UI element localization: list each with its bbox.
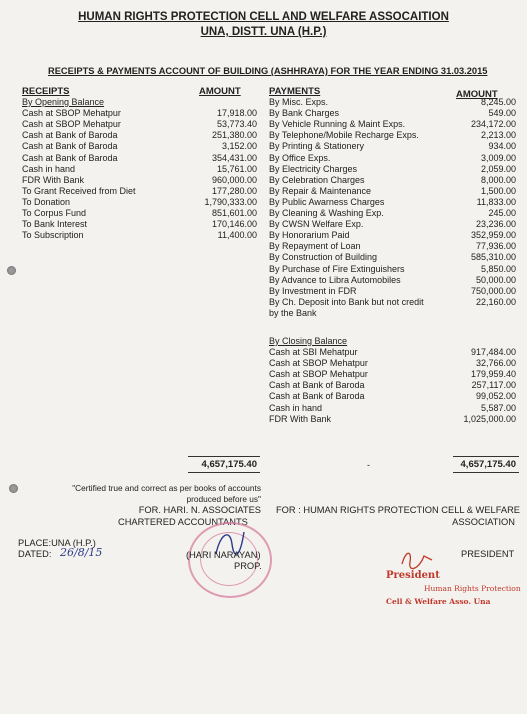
date-handwriting: 26/8/15	[60, 546, 103, 559]
president-label: PRESIDENT	[461, 549, 515, 559]
payment-label: By CWSN Welfare Exp.	[269, 219, 364, 230]
payment-amount: 245.00	[488, 208, 516, 218]
firm-designation: CHARTERED ACCOUNTANTS	[118, 517, 248, 527]
payment-amount: 8,245.00	[480, 97, 516, 107]
receipt-label: Cash in hand	[22, 163, 76, 174]
payment-label: By Cleaning & Washing Exp.	[269, 208, 384, 218]
receipt-label: Cash at Bank of Baroda	[22, 141, 118, 152]
payment-label: By Office Exps.	[269, 152, 331, 163]
closing-row	[269, 391, 516, 402]
receipts-total: 4,657,175.40	[201, 459, 257, 470]
receipt-row	[22, 230, 257, 241]
certification-line-2: produced before us"	[186, 494, 261, 504]
receipt-row	[22, 219, 257, 230]
closing-label: Cash at SBOP Mehatpur	[269, 369, 368, 380]
payment-label: By Electricity Charges	[269, 163, 358, 174]
receipt-amount: 851,601.00	[211, 208, 257, 218]
closing-label: Cash in hand	[269, 402, 323, 413]
payment-label: By Bank Charges	[269, 108, 340, 119]
receipt-amount: 251,380.00	[211, 130, 257, 141]
receipt-amount: 960,000.00	[211, 174, 257, 185]
receipt-amount: 53,773.40	[216, 119, 257, 130]
payment-amount: 2,213.00	[480, 130, 516, 141]
receipt-row	[22, 164, 257, 175]
closing-row	[269, 414, 516, 425]
payment-row	[269, 297, 516, 308]
payment-amount: 50,000.00	[475, 274, 516, 285]
payment-label: By Celebration Charges	[269, 174, 365, 185]
payment-label: By Printing & Stationery	[269, 141, 365, 152]
signatory-prop: PROP.	[234, 561, 262, 571]
payment-label: By Telephone/Mobile Recharge Exps.	[269, 130, 419, 141]
org-title: HUMAN RIGHTS PROTECTION CELL AND WELFARE ASSOCAITION	[78, 11, 449, 23]
payment-row	[269, 275, 516, 286]
receipt-row	[22, 108, 257, 119]
president-stamp-cell: Cell & Welfare Asso. Una	[386, 597, 491, 606]
payment-amount: 549.00	[488, 108, 516, 119]
receipt-amount: 17,918.00	[216, 108, 257, 119]
payment-label: By Misc. Exps.	[269, 97, 329, 107]
payment-label: By Public Awarness Charges	[269, 196, 385, 207]
payment-row	[269, 130, 516, 141]
closing-row	[269, 358, 516, 369]
receipt-label: To Grant Received from Diet	[22, 185, 136, 196]
payment-row	[269, 286, 516, 297]
receipts-total-rule-top	[188, 456, 260, 457]
payment-label: By Repair & Maintenance	[269, 185, 372, 196]
closing-label: Cash at SBOP Mehatpur	[269, 358, 368, 369]
payment-amount: 22,160.00	[475, 296, 516, 307]
closing-row	[269, 369, 516, 380]
payment-amount: 8,000.00	[480, 174, 516, 185]
account-title: RECEIPTS & PAYMENTS ACCOUNT OF BUILDING (ASHHRAYA) FOR THE YEAR ENDING 31.03.2015	[48, 66, 488, 76]
payment-row	[269, 164, 516, 175]
closing-row	[269, 403, 516, 414]
hole-punch-bottom	[9, 484, 18, 493]
receipt-amount: 15,761.00	[216, 163, 257, 174]
receipt-row	[22, 175, 257, 186]
receipt-row	[22, 130, 257, 141]
dated-label: DATED:	[18, 549, 52, 559]
receipts-total-rule-bottom	[188, 472, 260, 473]
association-for-line-1: FOR : HUMAN RIGHTS PROTECTION CELL & WELFARE	[276, 505, 520, 515]
closing-label: Cash at Bank of Baroda	[269, 391, 365, 402]
president-signature	[398, 548, 438, 572]
receipt-amount: 11,400.00	[217, 230, 257, 241]
payment-label: By Investment in FDR	[269, 285, 357, 296]
receipt-row	[22, 153, 257, 164]
payment-row	[269, 108, 516, 119]
payment-row	[269, 97, 516, 108]
hole-punch-top	[7, 266, 16, 275]
payment-label: By Construction of Building	[269, 252, 378, 263]
firm-name: FOR. HARI. N. ASSOCIATES	[138, 505, 261, 515]
payment-label: by the Bank	[269, 307, 317, 318]
payment-label: By Advance to Libra Automobiles	[269, 274, 401, 285]
receipts-amount-heading: AMOUNT	[199, 86, 241, 97]
payments-total-rule-top	[453, 456, 519, 457]
receipt-amount: 177,280.00	[211, 185, 257, 196]
payment-amount: 5,850.00	[480, 263, 516, 274]
receipt-label: FDR With Bank	[22, 174, 85, 185]
payment-row	[269, 153, 516, 164]
receipt-label: By Opening Balance	[22, 97, 105, 107]
payment-row	[269, 141, 516, 152]
signatory-name: (HARI NARAYAN)	[186, 550, 261, 560]
payment-amount: 234,172.00	[470, 119, 516, 130]
closing-amount: 1,025,000.00	[463, 413, 516, 424]
receipt-row	[22, 197, 257, 208]
closing-amount: 99,052.00	[475, 391, 516, 402]
receipt-row	[22, 141, 257, 152]
certification-line-1: "Certified true and correct as per books of accounts	[72, 483, 261, 493]
receipt-row	[22, 208, 257, 219]
payment-amount: 23,236.00	[475, 219, 516, 230]
payment-label: By Ch. Deposit into Bank but not credit	[269, 296, 424, 307]
payment-label: By Honorarium Paid	[269, 230, 350, 241]
payment-row	[269, 208, 516, 219]
payment-amount: 1,500.00	[480, 185, 516, 196]
place-label: PLACE:UNA (H.P.)	[18, 538, 96, 548]
payment-amount: 77,936.00	[475, 241, 516, 252]
payment-row	[269, 186, 516, 197]
payment-amount: 352,959.00	[470, 230, 516, 241]
payments-heading: PAYMENTS	[269, 86, 321, 97]
closing-row	[269, 347, 516, 358]
closing-label: FDR With Bank	[269, 413, 332, 424]
payment-row	[269, 219, 516, 230]
closing-row	[269, 380, 516, 391]
receipt-label: Cash at SBOP Mehatpur	[22, 119, 121, 130]
receipts-heading: RECEIPTS	[22, 86, 70, 97]
association-for-line-2: ASSOCIATION	[452, 517, 515, 527]
payment-label: By Repayment of Loan	[269, 241, 361, 252]
payment-label: By Purchase of Fire Extinguishers	[269, 263, 405, 274]
receipt-amount: 1,790,333.00	[204, 196, 257, 207]
payment-row	[269, 230, 516, 241]
payment-label: By Vehicle Running & Maint Exps.	[269, 119, 406, 130]
receipt-label: To Subscription	[22, 230, 84, 241]
payment-row	[269, 175, 516, 186]
payment-amount: 11,833.00	[476, 196, 516, 207]
closing-amount: 32,766.00	[475, 358, 516, 369]
president-stamp-title: President	[386, 570, 440, 581]
payment-row	[269, 252, 516, 263]
payments-total: 4,657,175.40	[460, 459, 516, 470]
payments-amount-heading: AMOUNT	[456, 89, 498, 100]
payment-row	[269, 197, 516, 208]
dash-mark: -	[367, 460, 370, 470]
receipt-label: Cash at SBOP Mehatpur	[22, 108, 121, 119]
receipt-amount: 354,431.00	[211, 152, 257, 163]
receipt-amount: 170,146.00	[211, 219, 257, 230]
receipt-row	[22, 119, 257, 130]
closing-label: Cash at Bank of Baroda	[269, 380, 365, 391]
receipt-label: To Donation	[22, 196, 71, 207]
payment-amount: 3,009.00	[480, 152, 516, 163]
payment-row	[269, 241, 516, 252]
closing-label: Cash at SBI Mehatpur	[269, 347, 358, 357]
org-location: UNA, DISTT. UNA (H.P.)	[200, 26, 327, 38]
payment-amount: 2,059.00	[480, 163, 516, 174]
payment-row	[269, 119, 516, 130]
receipt-label: To Corpus Fund	[22, 208, 87, 218]
receipt-label: Cash at Bank of Baroda	[22, 130, 118, 141]
payment-amount: 750,000.00	[470, 285, 516, 296]
payment-amount: 585,310.00	[470, 252, 516, 263]
closing-balance-heading: By Closing Balance	[269, 336, 348, 346]
closing-amount: 917,484.00	[470, 347, 516, 357]
payment-row	[269, 308, 516, 319]
payment-amount: 934.00	[488, 141, 516, 152]
closing-amount: 5,587.00	[480, 402, 516, 413]
receipt-label: Cash at Bank of Baroda	[22, 152, 118, 163]
receipt-row	[22, 186, 257, 197]
closing-amount: 257,117.00	[471, 380, 516, 391]
receipt-label: To Bank Interest	[22, 219, 88, 230]
payment-row	[269, 264, 516, 275]
closing-amount: 179,959.40	[470, 369, 516, 380]
president-stamp-org: Human Rights Protection	[424, 584, 521, 593]
payments-total-rule-bottom	[453, 472, 519, 473]
receipt-row	[22, 97, 257, 108]
receipt-amount: 3,152.00	[221, 141, 257, 152]
